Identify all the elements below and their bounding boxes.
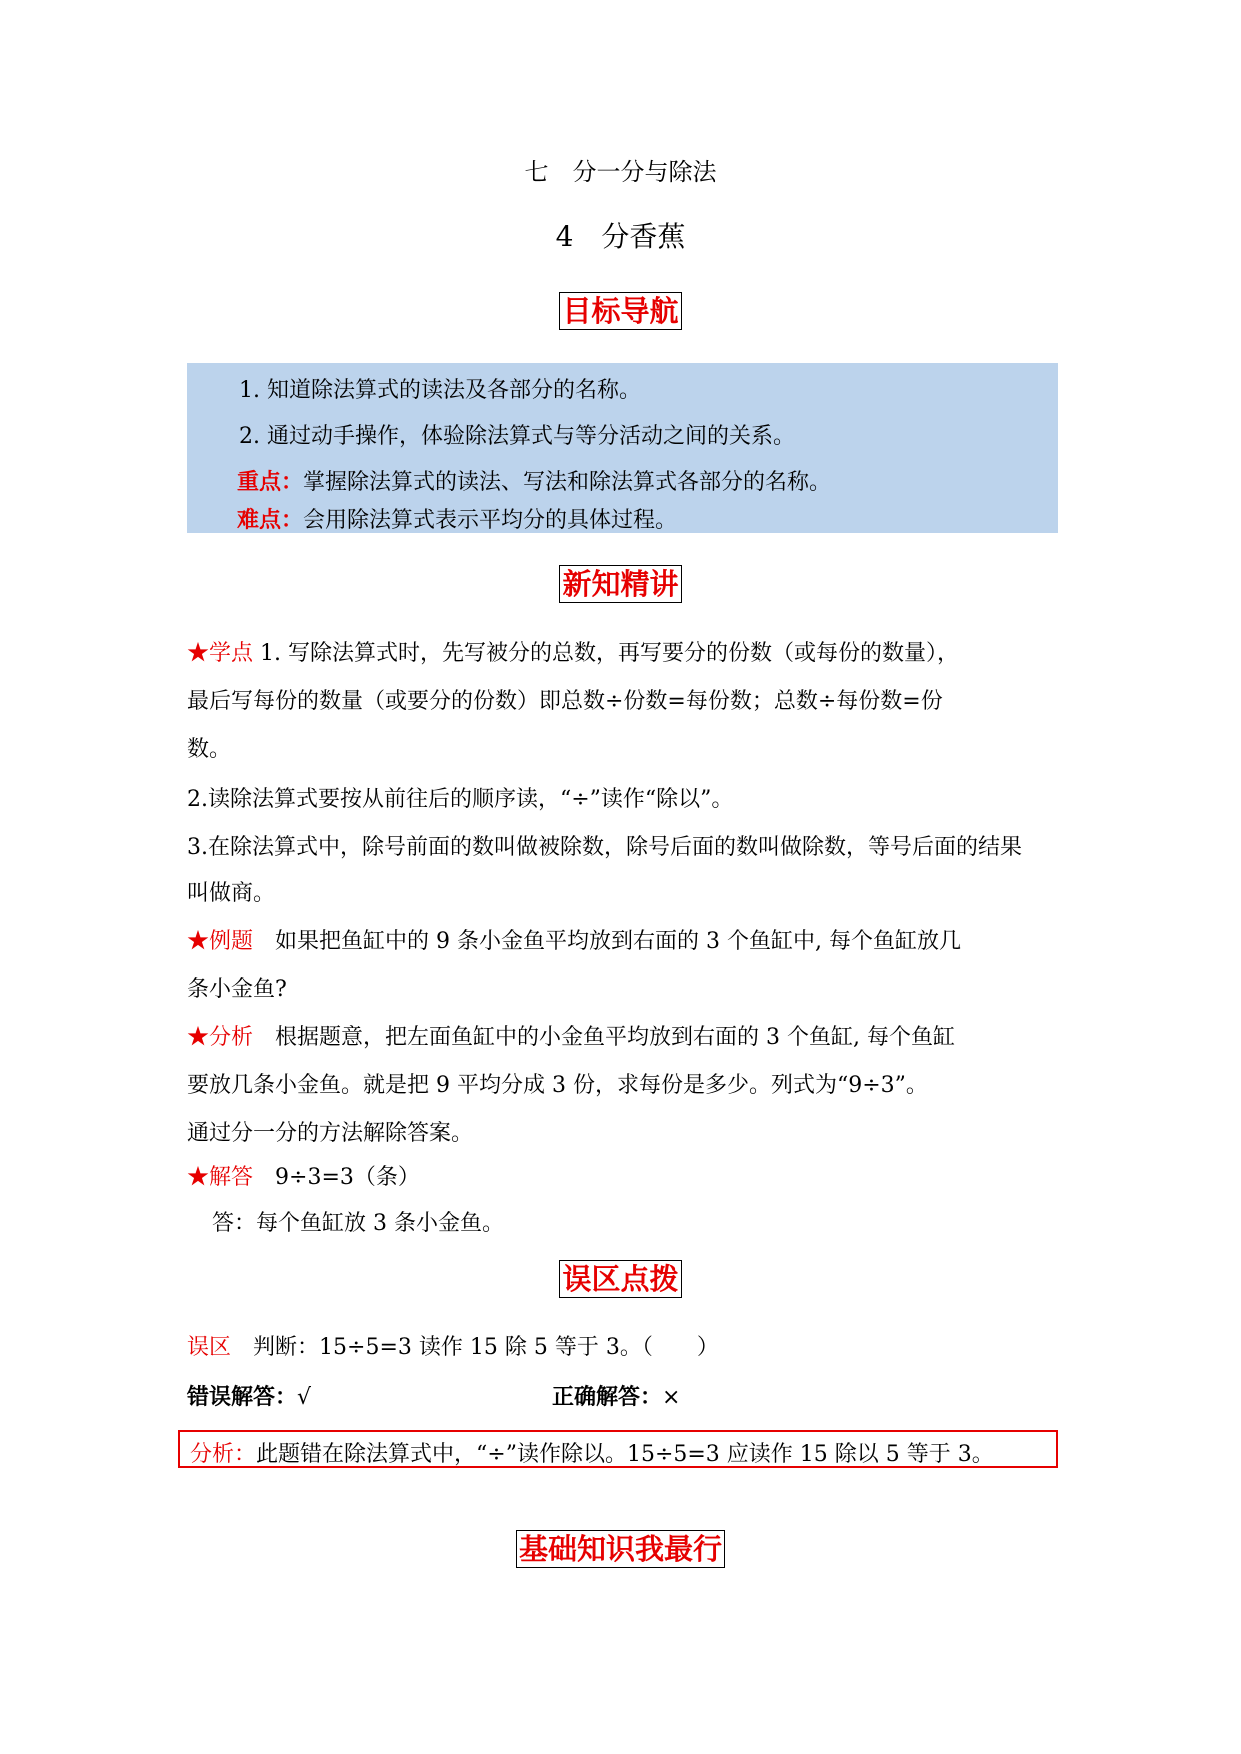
- example-line1: [187, 924, 961, 955]
- goal-item-2: 2. 通过动手操作，体验除法算式与等分活动之间的关系。: [239, 424, 795, 449]
- section-goals: [0, 292, 1241, 332]
- analysis-label: ★分析: [187, 1025, 254, 1050]
- section-new-knowledge: [0, 565, 1241, 605]
- section-mistakes-title: 误区点拨: [559, 1260, 681, 1298]
- section-basics: [0, 1530, 1241, 1570]
- goal-difficult-text: 会用除法算式表示平均分的具体过程。: [303, 508, 678, 533]
- analysis-line1: [187, 1020, 955, 1051]
- right-answer-value: ×: [662, 1385, 681, 1410]
- knowledge-rule-3-line2: 叫做商。: [187, 881, 276, 906]
- knowledge-point-label: ★学点: [187, 641, 254, 666]
- answer-line: [187, 1160, 420, 1191]
- goal-key-label: 重点：: [237, 470, 304, 495]
- wrong-answer-label: 错误解答：: [187, 1385, 298, 1410]
- goal-item-1: 1. 知道除法算式的读法及各部分的名称。: [239, 378, 641, 403]
- mistake-label: 误区: [187, 1335, 232, 1360]
- section-new-knowledge-title: 新知精讲: [559, 565, 681, 603]
- knowledge-point-line1: [187, 636, 959, 667]
- goal-difficult-label: 难点：: [237, 508, 304, 533]
- answer-formula: 9÷3=3（条）: [253, 1165, 420, 1190]
- chapter-title: 七 分一分与除法: [524, 158, 717, 186]
- analysis-text1: 根据题意，把左面鱼缸中的小金鱼平均放到右面的 3 个鱼缸, 每个鱼缸: [253, 1025, 955, 1050]
- analysis-line3: 通过分一分的方法解除答案。: [187, 1121, 474, 1146]
- mistake-question: [187, 1330, 719, 1361]
- wrong-answer: [187, 1380, 311, 1411]
- section-mistakes: [0, 1260, 1241, 1300]
- knowledge-point-line3: 数。: [187, 737, 232, 762]
- section-basics-title: 基础知识我最行: [516, 1530, 725, 1568]
- section-goals-title: 目标导航: [559, 292, 681, 330]
- goal-difficult: [237, 503, 677, 534]
- knowledge-rule-2: 2.读除法算式要按从前往后的顺序读，“÷”读作“除以”。: [187, 787, 734, 812]
- answer-text: 答：每个鱼缸放 3 条小金鱼。: [212, 1211, 504, 1236]
- mistake-analysis-text: 此题错在除法算式中，“÷”读作除以。15÷5=3 应读作 15 除以 5 等于 3。: [256, 1442, 994, 1467]
- knowledge-rule-3-line1: 3.在除法算式中，除号前面的数叫做被除数，除号后面的数叫做除数，等号后面的结果: [187, 835, 1022, 860]
- lesson-title: 4 分香蕉: [555, 220, 686, 253]
- goals-box: [187, 363, 1058, 533]
- answer-label: ★解答: [187, 1165, 254, 1190]
- right-answer: [552, 1380, 680, 1411]
- right-answer-label: 正确解答：: [552, 1385, 663, 1410]
- mistake-question-text: 判断：15÷5=3 读作 15 除 5 等于 3。（ ）: [231, 1335, 719, 1360]
- example-line2: 条小金鱼?: [187, 977, 287, 1002]
- mistake-analysis-box: [178, 1430, 1058, 1468]
- example-label: ★例题: [187, 929, 254, 954]
- mistake-analysis-label: 分析：: [190, 1442, 257, 1467]
- example-text1: 如果把鱼缸中的 9 条小金鱼平均放到右面的 3 个鱼缸中, 每个鱼缸放几: [253, 929, 961, 954]
- wrong-answer-value: √: [297, 1385, 312, 1410]
- goal-key: [237, 465, 831, 496]
- mistake-analysis: [190, 1437, 994, 1468]
- knowledge-point-line2: 最后写每份的数量（或要分的份数）即总数÷份数=每份数；总数÷每份数=份: [187, 689, 943, 714]
- goal-key-text: 掌握除法算式的读法、写法和除法算式各部分的名称。: [303, 470, 832, 495]
- knowledge-point-text1: 1. 写除法算式时，先写被分的总数，再写要分的份数（或每份的数量），: [253, 641, 959, 666]
- analysis-line2: 要放几条小金鱼。就是把 9 平均分成 3 份，求每份是多少。列式为“9÷3”。: [187, 1073, 928, 1098]
